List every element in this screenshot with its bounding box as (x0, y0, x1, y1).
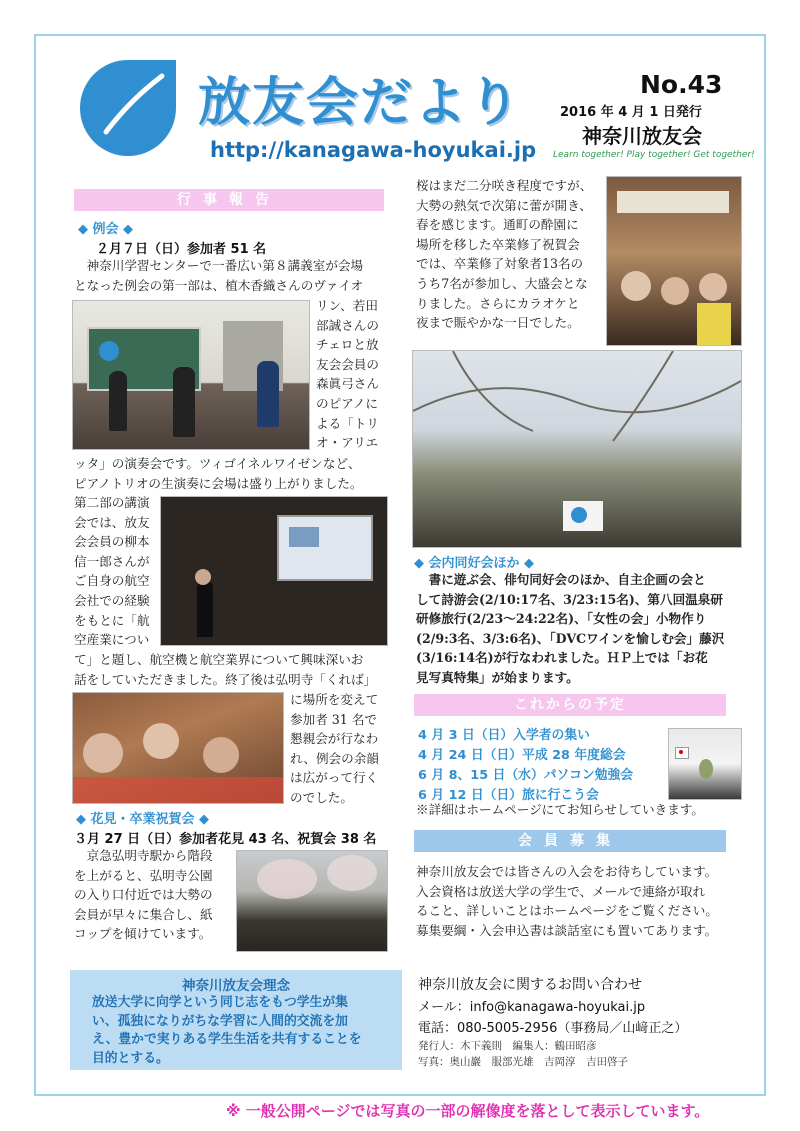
recruit-banner: 会員募集 (414, 830, 726, 852)
hanami-date: ３月 27 日（日）参加者花見 43 名、祝賀会 38 名 (74, 832, 377, 847)
concert-photo (72, 300, 310, 450)
meeting-heading: ◆ 例会 ◆ (78, 222, 134, 237)
hanami-photo (236, 850, 388, 952)
contact-email[interactable]: メール：info@kanagawa-hoyukai.jp (418, 1000, 646, 1015)
celebration-text: 桜はまだ二分咲き程度ですが、 大勢の熱気で次第に蕾が開き、 春を感じます。通町の酔園に 場所を移した卒業修了祝賀会 では、卒業修了対象者13名の うち7名が参加し、大盛会とな りました。さらにカラオケと 夜まで賑やかな一日でした。 (416, 178, 593, 331)
photo-credits: 写真：奥山巖 服部光雄 吉岡淳 吉田啓子 (418, 1056, 628, 1068)
ceremony-photo (668, 728, 742, 800)
public-page-notice: ※ 一般公開ページでは写真の一部の解像度を落として表示しています。 (226, 1102, 710, 1120)
lecture-photo (160, 496, 388, 646)
schedule-item: 6 月 12 日（日）旅に行こう会 (418, 788, 599, 803)
meeting-text-5: て」と題し、航空機と航空業界について興味深いお 話をしていただきました。終了後は弘明寺「くれば」 (74, 652, 377, 687)
issue-date: 2016 年 4 月 1 日発行 (560, 105, 702, 120)
clubs-heading: ◆ 会内同好会ほか ◆ (414, 556, 535, 571)
meeting-date: ２月７日（日）参加者 51 名 (96, 242, 267, 257)
hanami-heading: ◆ 花見・卒業祝賀会 ◆ (76, 812, 210, 827)
recruit-text: 神奈川放友会では皆さんの入会をお待ちしています。 入会資格は放送大学の学生で、メールで連絡が取れ ること、詳しいことはホームページをご覧ください。 募集要綱・入会申込書は談話室にも置いてあります。 (416, 864, 718, 938)
schedule-note: ※詳細はホームページにてお知らせしていきます。 (416, 802, 705, 817)
schedule-banner: これからの予定 (414, 694, 726, 716)
issue-number: No.43 (640, 70, 723, 99)
clubs-text: 書に遊ぶ会、俳句同好会のほか、自主企画の会と して詩游会(2/10:17名、3/23:15名)、第八回温泉研 研修旅行(2/23〜24:22名)、「女性の会」小物作り (2/9:3名、3/3:6名)、「DVCワインを愉しむ会」藤沢 (3/16:14名)が行なわれました。ＨＰ上では「お花 見写真特集」が始まります。 (416, 572, 725, 685)
philosophy-box (70, 970, 402, 1070)
contact-title: 神奈川放友会に関するお問い合わせ (418, 977, 642, 993)
group-photo (412, 350, 742, 548)
club-motto: Learn together! Play together! Get together! (553, 150, 755, 160)
meeting-text-3: ッタ」の演奏会です。ツィゴイネルワイゼンなど、 ピアノトリオの生演奏に会場は盛り上がりました。 (74, 456, 363, 491)
karaoke-photo (606, 176, 742, 346)
staff-credits: 発行人：木下義則 編集人：鶴田昭彦 (418, 1040, 597, 1052)
schedule-item: 4 月 3 日（日）入学者の集い (418, 728, 590, 743)
party-photo (72, 692, 284, 804)
club-name: 神奈川放友会 (582, 124, 702, 148)
meeting-text-2: リン、若田 部誠さんの チェロと放 友会会員の 森眞弓さん のピアノに よる「トリ オ・アリエ (316, 298, 379, 451)
report-banner: 行事報告 (74, 189, 384, 211)
meeting-text-6: に場所を変えて 参加者 31 名で 懇親会が行なわ れ、例会の余韻 は広がって行く のでした。 (290, 692, 379, 805)
philosophy-title: 神奈川放友会理念 (182, 978, 290, 994)
meeting-text-4: 第二部の講演 会では、放友 会会員の柳本 信一郎さんが ご自身の航空 会社での経験 をもとに「航 空産業につい (74, 495, 150, 648)
meeting-text-1: 神奈川学習センターで一番広い第８講義室が会場 となった例会の第一部は、植木香織さんのヴァイオ (74, 258, 364, 293)
schedule-item: 6 月 8、15 日（水）パソコン勉強会 (418, 768, 634, 783)
hanami-text: 京急弘明寺駅から階段 を上がると、弘明寺公園 の入り口付近では大勢の 会員が早々に集合し、紙 コップを傾けています。 (74, 848, 213, 942)
club-logo-icon (78, 58, 178, 158)
newsletter-title: 放友会だより (198, 73, 523, 133)
contact-phone: 電話：080-5005-2956（事務局／山﨑正之） (418, 1021, 688, 1036)
website-url[interactable]: http://kanagawa-hoyukai.jp (210, 138, 537, 162)
schedule-item: 4 月 24 日（日）平成 28 年度総会 (418, 748, 626, 763)
philosophy-text: 放送大学に向学という同じ志をもつ学生が集 い、孤独になりがちな学習に人間的交流を加 え、豊かで実りある学生生活を共有することを 目的とする。 (92, 995, 362, 1066)
